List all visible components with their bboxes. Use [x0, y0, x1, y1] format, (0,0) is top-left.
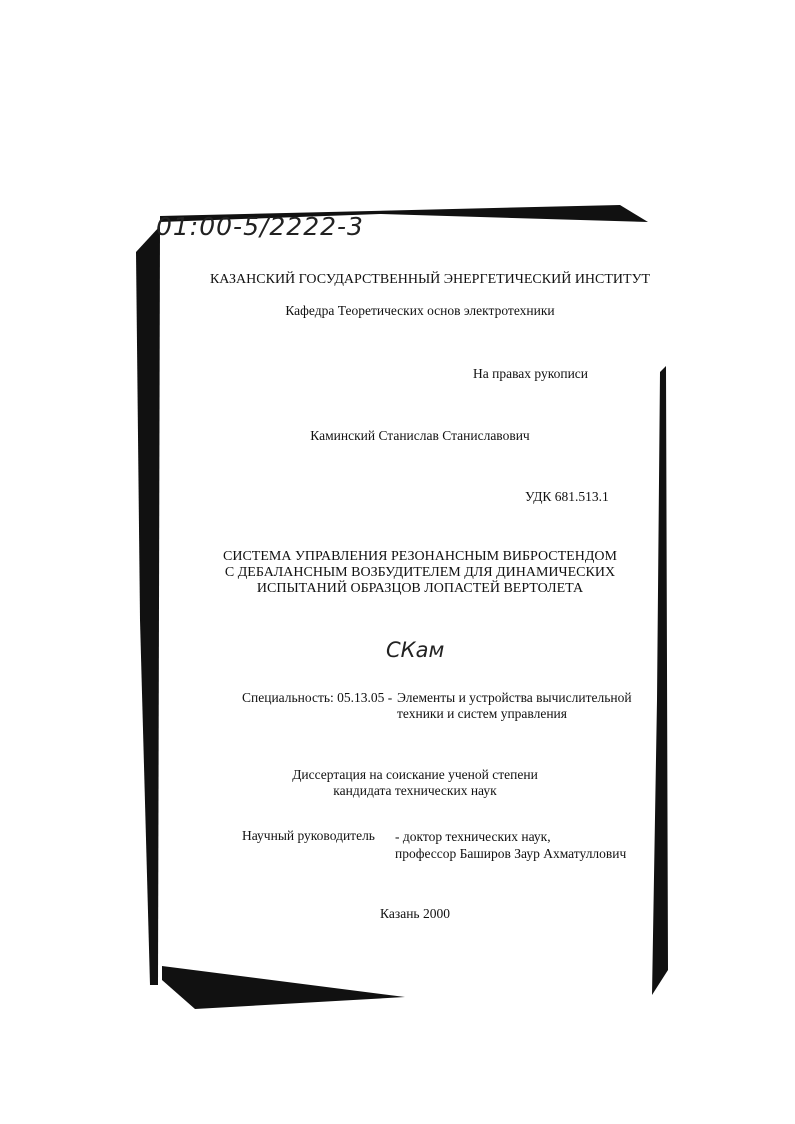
manuscript-note: На правах рукописи: [473, 366, 589, 381]
degree-line: Диссертация на соискание ученой степени: [292, 767, 538, 782]
archive-code-handwritten: 01:00-5/2222-3: [156, 212, 364, 241]
thesis-title-line: ИСПЫТАНИЙ ОБРАЗЦОВ ЛОПАСТЕЙ ВЕРТОЛЕТА: [256, 581, 584, 596]
thesis-title-line: СИСТЕМА УПРАВЛЕНИЯ РЕЗОНАНСНЫМ ВИБРОСТЕНДОМ: [223, 549, 617, 564]
thesis-title-line: С ДЕБАЛАНСНЫМ ВОЗБУДИТЕЛЕМ ДЛЯ ДИНАМИЧЕСКИХ: [224, 565, 616, 580]
specialty-name-line: Элементы и устройства вычислительной: [397, 690, 632, 705]
supervisor-name: профессор Баширов Заур Ахматуллович: [395, 846, 627, 861]
udc-code: УДК 681.513.1: [525, 489, 609, 504]
supervisor-label: Научный руководитель: [242, 828, 375, 843]
city-year: Казань 2000: [380, 906, 450, 921]
supervisor-degree: - доктор технических наук,: [395, 829, 551, 844]
left-edge-shadow: [136, 226, 160, 985]
specialty-label: Специальность: 05.13.05 -: [242, 690, 393, 705]
degree-line: кандидата технических наук: [333, 783, 497, 798]
author-signature: СКам: [386, 638, 445, 662]
author-name: Каминский Станислав Станиславович: [310, 428, 530, 443]
bottom-edge-shadow: [162, 966, 405, 1009]
institute-name: КАЗАНСКИЙ ГОСУДАРСТВЕННЫЙ ЭНЕРГЕТИЧЕСКИЙ ИНСТИТУТ: [209, 272, 651, 287]
department-name: Кафедра Теоретических основ электротехники: [285, 303, 555, 318]
specialty-name-line: техники и систем управления: [397, 706, 567, 721]
right-edge-shadow: [652, 366, 668, 995]
